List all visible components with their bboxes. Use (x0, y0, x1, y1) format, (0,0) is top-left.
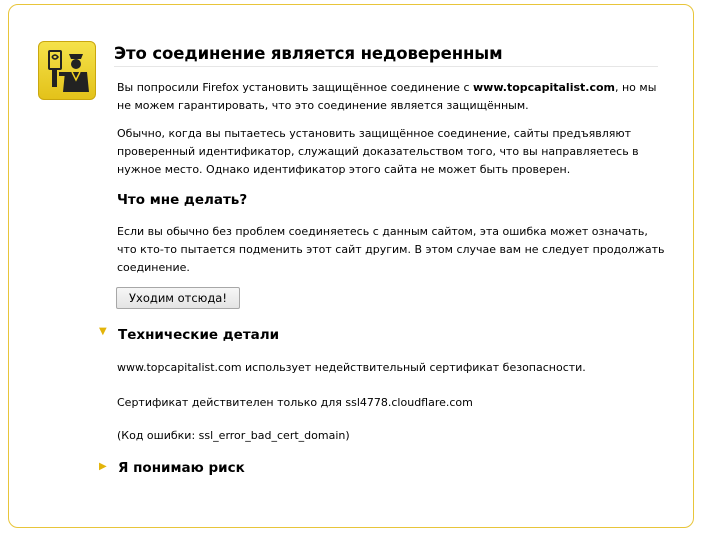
security-officer-icon (38, 41, 96, 100)
triangle-down-icon[interactable]: ▼ (99, 326, 107, 337)
technical-line-invalid-cert: www.topcapitalist.com использует недействительный сертификат безопасности. (117, 361, 586, 374)
technical-line-valid-for: Сертификат действителен только для ssl4778.cloudflare.com (117, 396, 473, 409)
triangle-right-icon[interactable]: ▶ (99, 461, 107, 472)
explanation-paragraph: Обычно, когда вы пытаетесь установить защищённое соединение, сайты предъявляют проверенный идентификатор, служащий доказательством того, что вы направляетесь в нужное место. Однако идентификатор этого сайта не может быть проверен. (117, 127, 639, 176)
intro-text-end: , но мы не можем гарантировать, что это соединение является защищённым. (117, 81, 657, 112)
what-to-do-heading: Что мне делать? (117, 192, 248, 208)
technical-line-error-code: (Код ошибки: ssl_error_bad_cert_domain) (117, 429, 350, 442)
intro-text: Вы попросили Firefox установить защищённое соединение с (117, 81, 473, 94)
understand-risk-toggle[interactable]: Я понимаю риск (118, 460, 245, 476)
get-me-out-button[interactable]: Уходим отсюда! (116, 287, 240, 309)
technical-details-toggle[interactable]: Технические детали (118, 327, 280, 343)
what-to-do-paragraph: Если вы обычно без проблем соединяетесь с данным сайтом, эта ошибка может означать, что кто-то пытается подменить этот сайт другим. В этом случае вам не следует продолжать соединение. (117, 225, 665, 274)
page-title: Это соединение является недоверенным (114, 44, 503, 63)
site-host: www.topcapitalist.com (473, 81, 615, 94)
intro-paragraph (117, 79, 665, 115)
title-divider (114, 66, 658, 67)
